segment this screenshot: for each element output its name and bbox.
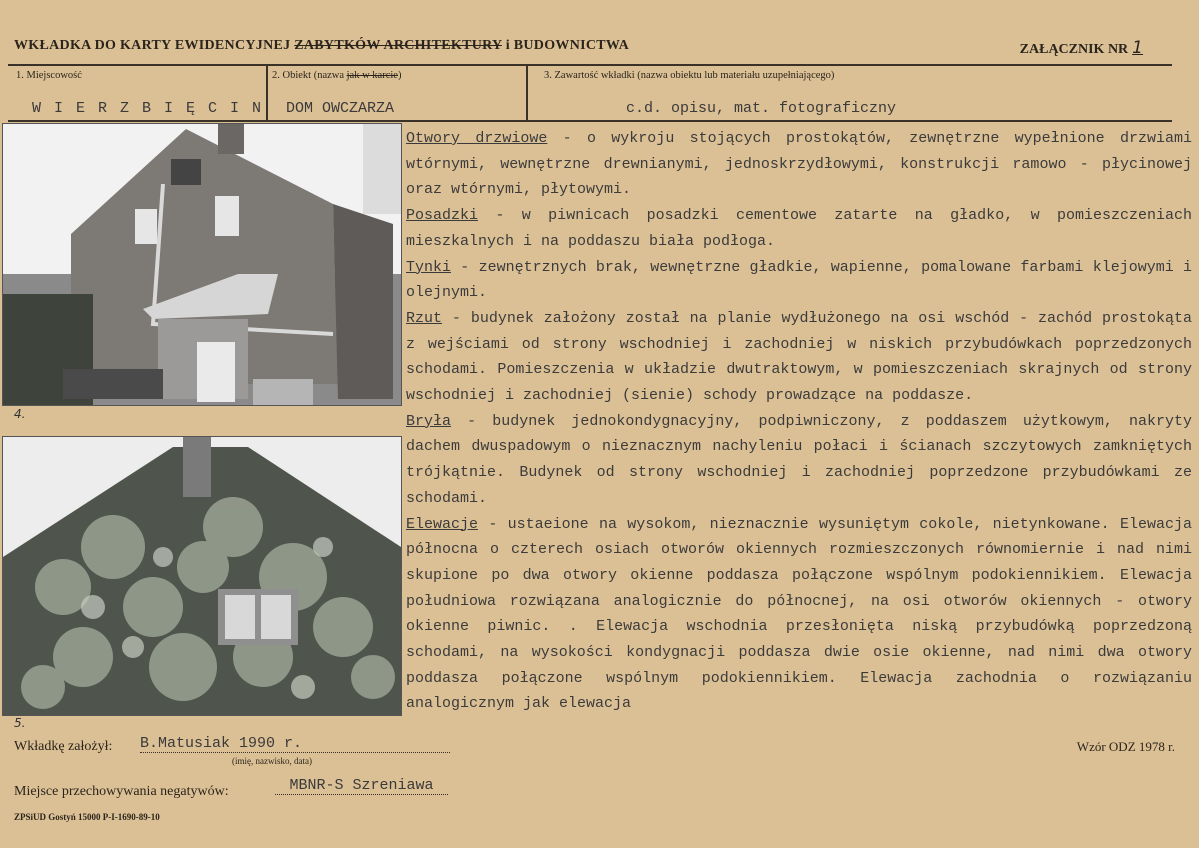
title-struck-part: ZABYTKÓW ARCHITEKTURY — [294, 38, 502, 53]
storage-value: MBNR-S Szreniawa — [275, 777, 448, 795]
annex-label — [1020, 38, 1143, 58]
photo-1-number: 4. — [14, 407, 26, 421]
keyword-doors: Otwory drzwiowe — [406, 130, 548, 147]
field-divider-1 — [266, 66, 268, 120]
annex-label-text: ZAŁĄCZNIK NR — [1019, 42, 1129, 57]
photo-2-number: 5. — [14, 716, 26, 730]
title-part-2: i BUDOWNICTWA — [505, 38, 630, 53]
paragraph-doors — [406, 126, 1192, 203]
founder-hint: (imię, nazwisko, data) — [232, 756, 312, 766]
text-elevations: - ustaeione na wysokom, nieznacznie wysuniętym cokole, nietynkowane. Elewacja północna o czterech osiach otworów okiennych rozmieszczonych równomiernie i nad nimi skupione po dwa otwory okienne poddasza połączone wspólnym podokiennikiem. Elewacja południowa rozwiązana analogicznie do północnej, na osi otworów okiennych - otwory okienne piwnic. . Elewacja wschodnia przesłonięta niską przybudówką poprzedzoną schodami, na wysokości kondygnacji poddasza dwie osie okienne, nad nimi dwa otwory poddasza połączone wspólnym podokiennikiem. Elewacja zachodnia o rozwiązaniu analogicznym jak elewacja — [406, 515, 1192, 713]
object-value: DOM OWCZARZA — [286, 100, 395, 117]
storage-label: Miejsce przechowywania negatywów: — [14, 784, 229, 799]
description-text — [406, 126, 1192, 717]
house-photo-1 — [2, 123, 402, 406]
paragraph-plan — [406, 306, 1192, 409]
fields-rule — [8, 120, 1172, 122]
keyword-mass: Bryła — [406, 412, 452, 430]
founder-value: B.Matusiak 1990 r. — [140, 735, 450, 753]
text-plan: - budynek założony został na planie wydłużonego na osi wschód - zachód prostokąta z wejściami od strony wschodniej i zachodniej w niskich przybudówkach poprzedzonych schodami. Pomieszczenia w układzie dwutraktowym, w pomieszczeniach skrajnych od strony wschodniej i zachodniej (sienie) schody prowadzące na poddasze. — [406, 309, 1192, 405]
content-label: 3. Zawartość wkładki (nazwa obiektu lub materiału uzupełniającego) — [544, 70, 835, 81]
keyword-floors: Posadzki — [406, 207, 479, 225]
keyword-plaster: Tynki — [406, 258, 452, 276]
text-mass: - budynek jednokondygnacyjny, podpiwniczony, z poddaszem użytkowym, nakryty dachem dwuspadowym o nieznacznym nachyleniu połaci i ścianach szczytowych zamkniętych trójkątnie. Budynek od strony wschodniej i zachodniej poprzedzone przybudówkami ze schodami. — [406, 412, 1192, 507]
text-plaster: - zewnętrznych brak, wewnętrzne gładkie, wapienne, pomalowane farbami klejowymi i olejnymi. — [406, 258, 1192, 302]
house-photo-2 — [2, 436, 402, 716]
house-gable-photo — [3, 124, 401, 405]
founder-label: Wkładkę założył: — [14, 739, 113, 754]
paragraph-mass — [406, 409, 1192, 512]
place-value: W I E R Z B I Ę C I N — [32, 100, 264, 117]
object-label-b: ) — [397, 70, 402, 81]
annex-number: 1 — [1132, 38, 1143, 58]
content-value: c.d. opisu, mat. fotograficzny — [626, 100, 897, 117]
paragraph-elevations — [406, 512, 1192, 718]
vine-covered-house-photo — [3, 437, 401, 715]
paragraph-plaster — [406, 255, 1192, 306]
title-part-1: WKŁADKA DO KARTY EWIDENCYJNEJ — [14, 38, 291, 53]
object-label — [272, 70, 401, 81]
printer-info: ZPSiUD Gostyń 15000 P-I-1690-89-10 — [14, 812, 160, 822]
form-title — [14, 38, 629, 54]
object-label-struck: jak w karcie — [346, 70, 398, 81]
header-rule — [8, 64, 1172, 66]
text-doors: - o wykroju stojących prostokątów, zewnętrzne wypełnione drzwiami wtórnymi, wewnętrzne drewnianymi, jednoskrzydłowymi, konstrukcji ramowo - płycinowej oraz wtórnymi, płytowymi. — [406, 130, 1192, 199]
keyword-elevations: Elewacje — [406, 515, 479, 533]
paragraph-floors — [406, 203, 1192, 254]
field-divider-2 — [526, 66, 528, 120]
text-floors: - w piwnicach posadzki cementowe zatarte na gładko, w pomieszczeniach mieszkalnych i na poddaszu biała podłoga. — [406, 207, 1192, 250]
form-model: Wzór ODZ 1978 r. — [1076, 739, 1175, 754]
object-label-a: 2. Obiekt (nazwa — [272, 70, 345, 81]
place-label: 1. Miejscowość — [16, 70, 82, 81]
keyword-plan: Rzut — [406, 309, 443, 327]
